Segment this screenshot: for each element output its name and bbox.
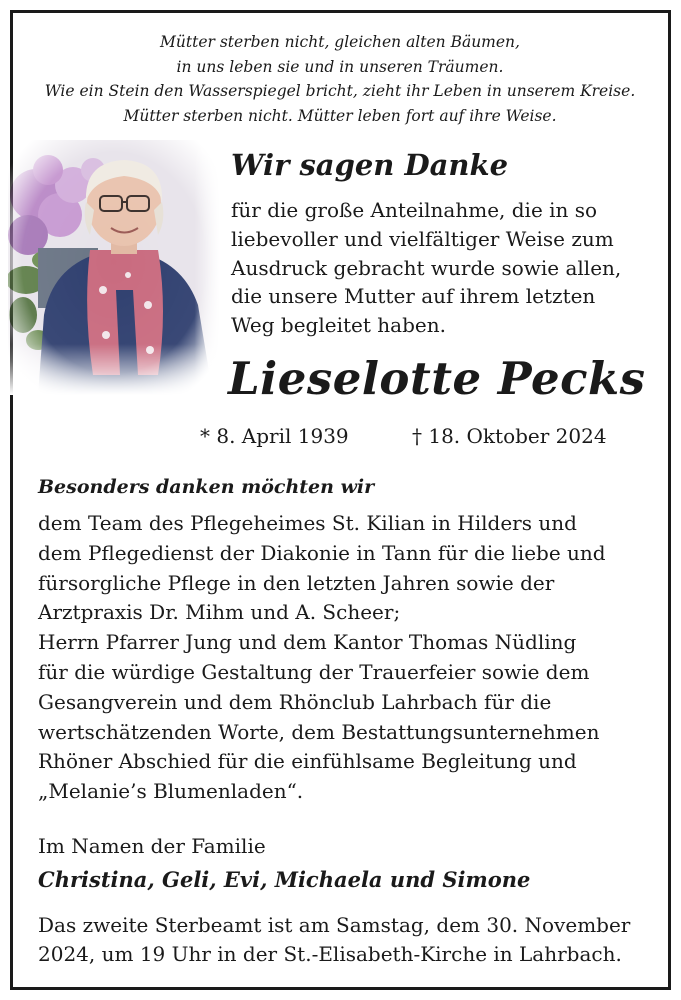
special-thanks-line: Rhöner Abschied für die einfühlsame Begleitung und (38, 749, 577, 774)
poem (20, 30, 660, 128)
thanks-line: liebevoller und vielfältiger Weise zum (231, 226, 614, 251)
thanks-line: Weg begleitet haben. (231, 313, 446, 338)
death-date: † 18. Oktober 2024 (412, 424, 607, 448)
special-thanks-line: Arztpraxis Dr. Mihm und A. Scheer; (38, 600, 401, 625)
special-thanks-line: dem Team des Pflegeheimes St. Kilian in Hilders und (38, 511, 577, 535)
special-thanks-line: für die würdige Gestaltung der Trauerfeier sowie dem (38, 659, 590, 684)
deceased-name: Lieselotte Pecks (228, 352, 646, 405)
special-thanks-line: Herrn Pfarrer Jung und dem Kantor Thomas Nüdling (38, 630, 577, 655)
thanks-text (231, 196, 621, 340)
special-thanks-line: fürsorgliche Pflege in den letzten Jahren sowie der (38, 570, 555, 595)
special-thanks-text (38, 509, 658, 807)
poem-line: Mütter sterben nicht, gleichen alten Bäumen, (160, 33, 520, 51)
thanks-line: für die große Anteilnahme, die in so (231, 198, 598, 222)
mass-line: Das zweite Sterbeamt ist am Samstag, dem 30. November (38, 913, 631, 937)
mass-line: 2024, um 19 Uhr in der St.-Elisabeth-Kirche in Lahrbach. (38, 942, 622, 966)
memorial-mass-info (38, 911, 658, 969)
poem-line: in uns leben sie und in unseren Träumen. (176, 57, 504, 76)
special-thanks-line: „Melanie’s Blumenladen“. (38, 779, 304, 804)
thanks-line: die unsere Mutter auf ihrem letzten (231, 284, 596, 309)
special-thanks-line: wertschätzenden Worte, dem Bestattungsunternehmen (38, 719, 600, 744)
special-thanks-line: dem Pflegedienst der Diakonie in Tann für die liebe und (38, 540, 606, 565)
special-thanks-heading: Besonders danken möchten wir (38, 476, 375, 498)
poem-line: Mütter sterben nicht. Mütter leben fort auf ihre Weise. (123, 106, 557, 125)
special-thanks-line: Gesangverein und dem Rhönclub Lahrbach für die (38, 689, 552, 714)
thanks-line: Ausdruck gebracht wurde sowie allen, (231, 255, 622, 280)
portrait-photo (8, 140, 220, 395)
family-intro: Im Namen der Familie (38, 834, 266, 858)
thanks-title: Wir sagen Danke (231, 148, 509, 182)
poem-line: Wie ein Stein den Wasserspiegel bricht, zieht ihr Leben in unserem Kreise. (44, 82, 636, 100)
birth-date: * 8. April 1939 (200, 424, 349, 448)
family-names: Christina, Geli, Evi, Michaela und Simone (38, 867, 531, 892)
